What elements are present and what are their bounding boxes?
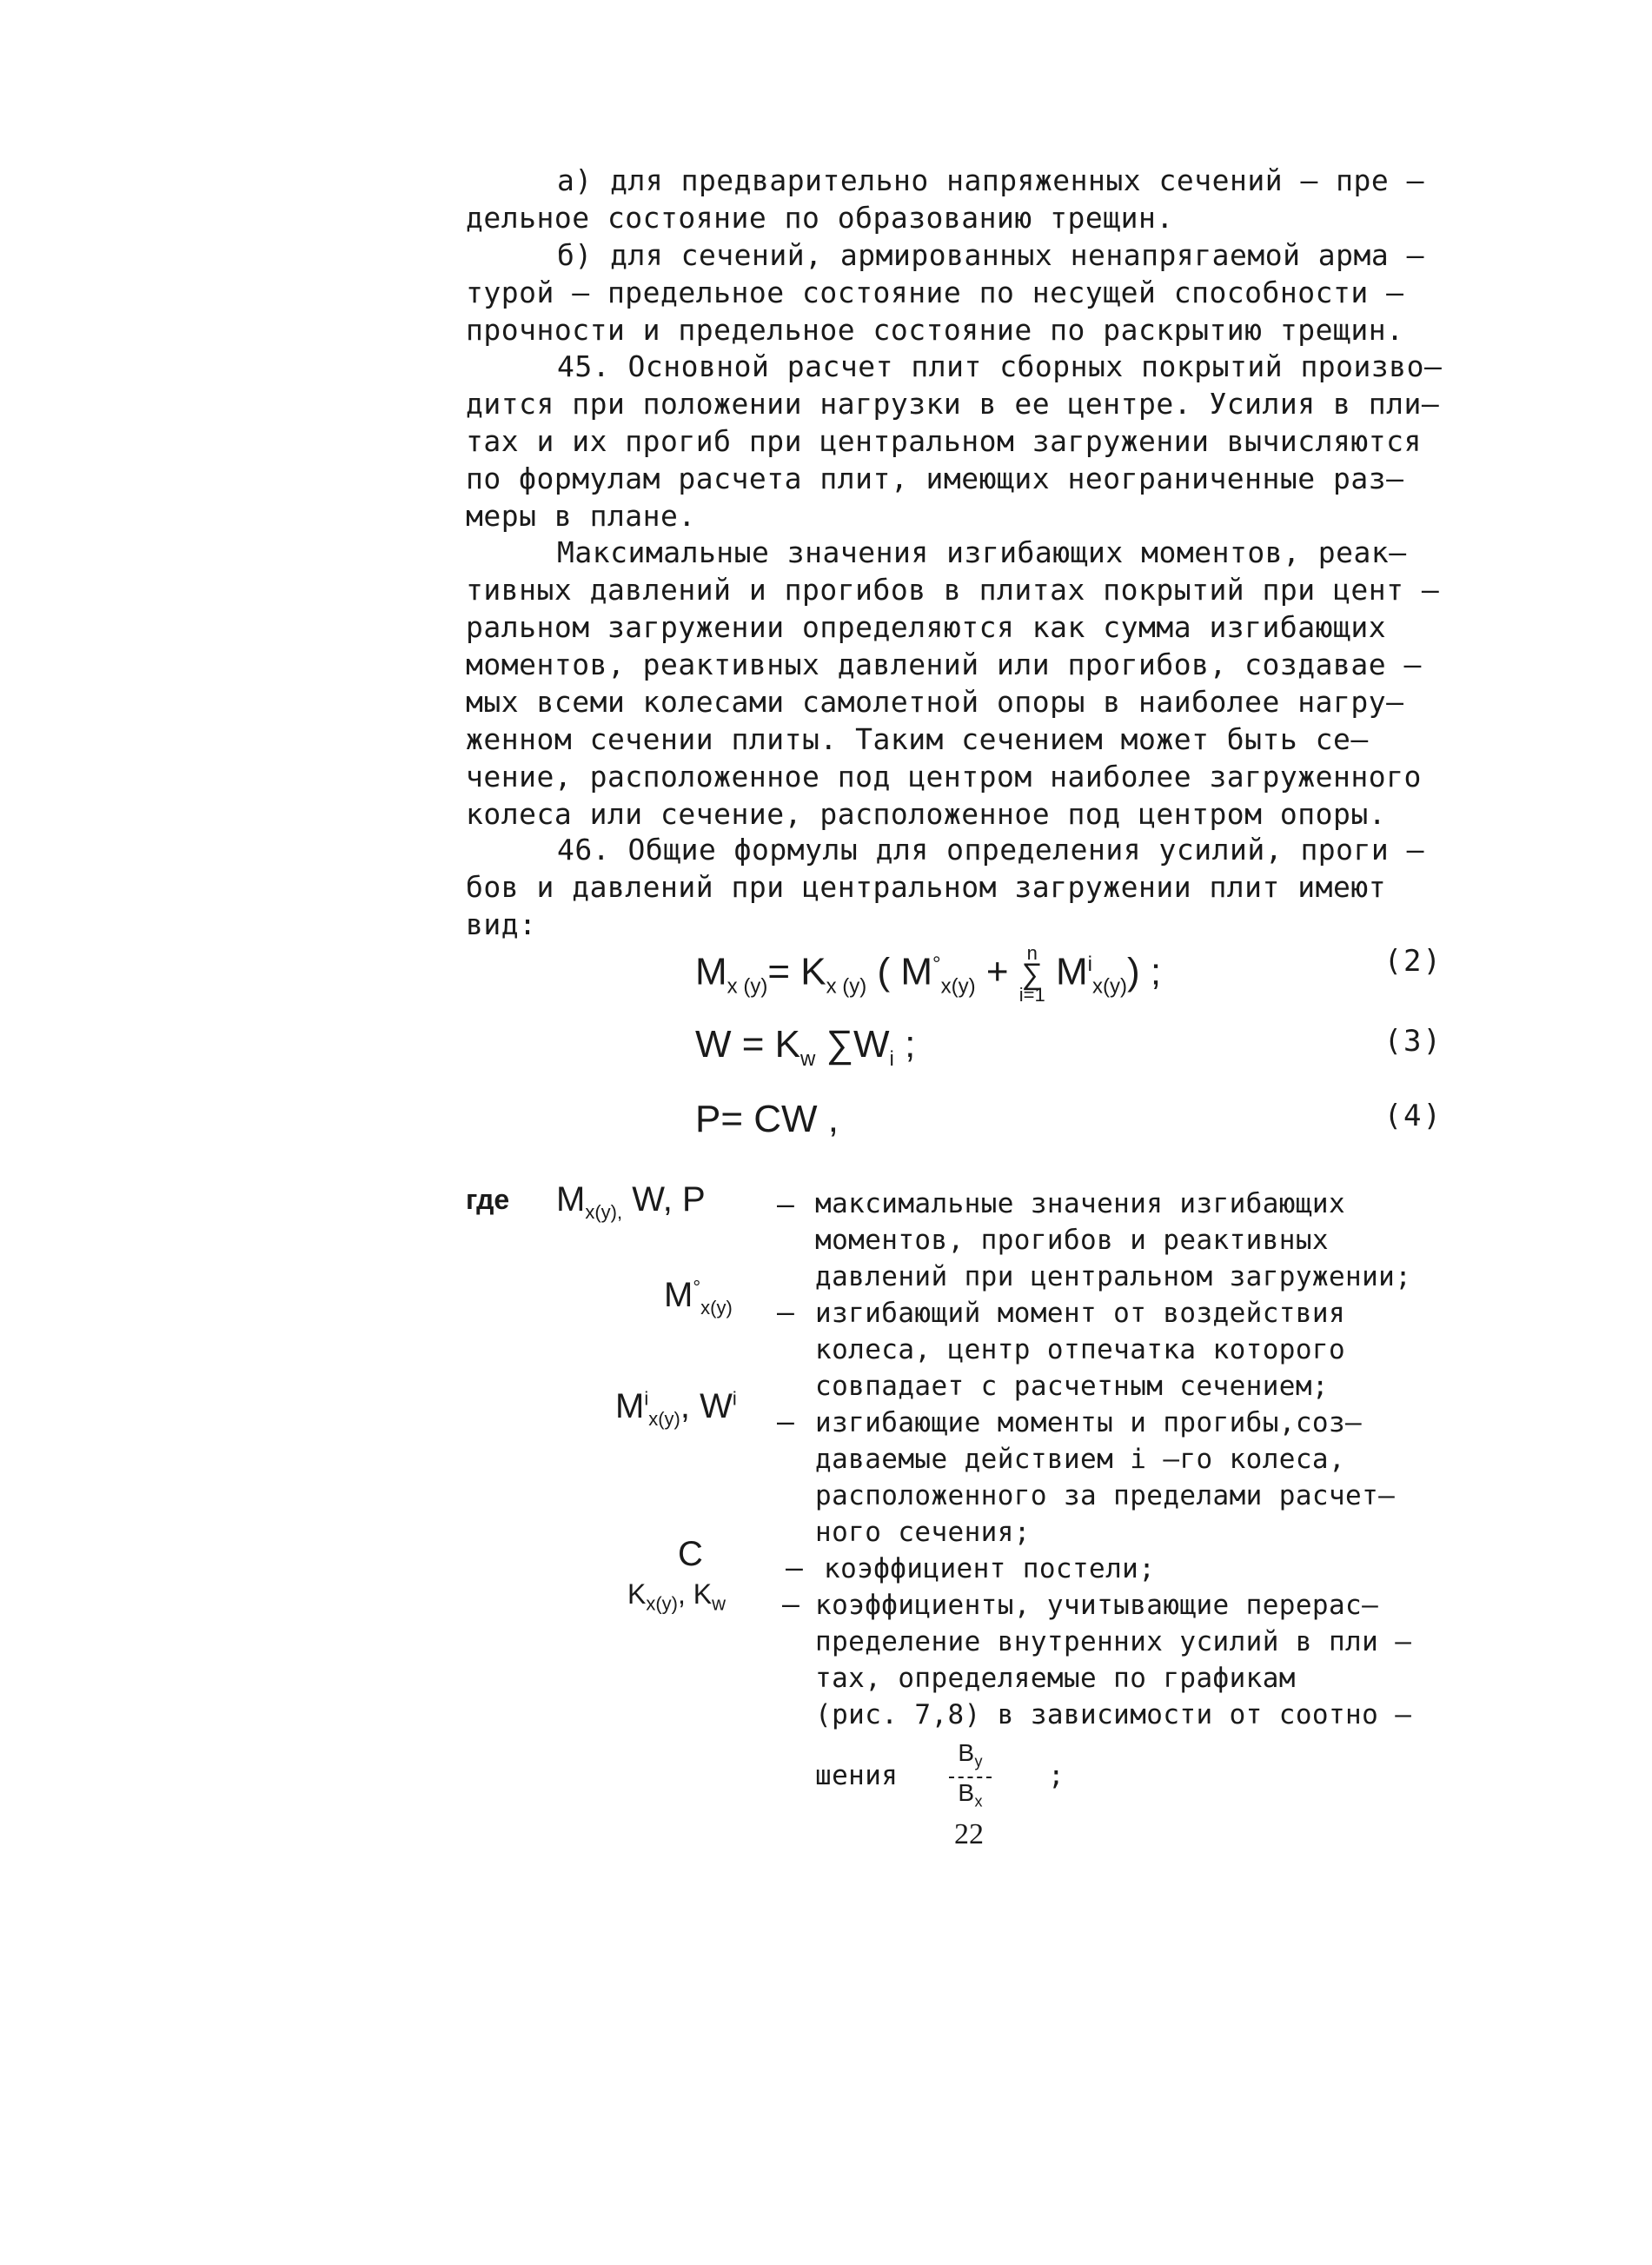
- ratio-by-bx: $\frac{B_y}{B_x}$: [949, 1738, 991, 1816]
- definition-4: [824, 1551, 1155, 1587]
- definition-line: ного сечения;: [815, 1517, 1031, 1548]
- equation-number: (3): [1383, 1024, 1443, 1059]
- text-line: 45. Основной расчет плит сборных покрытий произво–: [557, 349, 1443, 383]
- symbol-m0xy: $M^\circ_{x(y)}$: [664, 1276, 733, 1318]
- text-line: турой – предельное состояние по несущей способности —: [466, 276, 1404, 309]
- symbol-mxy-w-p: $M_{x(y),}$ W, P: [556, 1180, 706, 1223]
- text-line: женном сечении плиты. Таким сечением может быть се–: [466, 722, 1369, 756]
- text-line: дится при положении нагрузки в ее центре. Усилия в пли–: [466, 387, 1440, 421]
- formula-pressure: P= CW ,: [695, 1098, 839, 1140]
- definition-line: (рис. 7,8) в зависимости от соотно –: [815, 1699, 1412, 1730]
- symbol-mixy-wi: $M^i_{x(y)}$, $W^i$: [615, 1387, 737, 1430]
- text-line: дельное состояние по образованию трещин.: [466, 201, 1174, 235]
- text-line: а) для предварительно напряженных сечений – пре –: [557, 163, 1425, 197]
- paragraph-46: [466, 831, 1491, 943]
- definition-3: [815, 1405, 1395, 1551]
- equation-3: [695, 1017, 1443, 1078]
- definition-line: тах, определяемые по графикам: [815, 1663, 1296, 1694]
- definition-2: [815, 1295, 1345, 1405]
- symbol-c: C: [678, 1535, 703, 1573]
- text-line: прочности и предельное состояние по раскрытию трещин.: [466, 313, 1404, 347]
- definition-line: пределение внутренних усилий в пли –: [815, 1626, 1412, 1657]
- ratio-tail: ;: [1047, 1760, 1065, 1792]
- definition-line: моментов, прогибов и реактивных: [815, 1225, 1329, 1256]
- equation-number: (2): [1383, 944, 1443, 979]
- text-line: по формулам расчета плит, имеющих неограниченные раз–: [466, 462, 1404, 495]
- paragraph-a: [466, 162, 1491, 236]
- text-line: вид:: [466, 907, 537, 941]
- page-number: 22: [954, 1818, 984, 1850]
- definition-line-ratio: [815, 1738, 1411, 1816]
- dash: –: [782, 1587, 799, 1621]
- definition-1: [815, 1186, 1411, 1295]
- equation-number: (4): [1383, 1099, 1443, 1133]
- definition-line: изгибающие моменты и прогибы,соз–: [815, 1407, 1363, 1438]
- definition-line: давлений при центральном загружении;: [815, 1261, 1412, 1292]
- definition-5: [815, 1587, 1411, 1816]
- dash: –: [777, 1295, 794, 1329]
- text-line: б) для сечений, армированных ненапрягаемой арма –: [557, 238, 1425, 272]
- symbol-kxy-kw: $K_{x(y)}$, $K_w$: [627, 1578, 726, 1615]
- definition-line: совпадает с расчетным сечением;: [815, 1371, 1329, 1402]
- dash: –: [777, 1405, 794, 1438]
- definition-line: колеса, центр отпечатка которого: [815, 1334, 1346, 1365]
- text-line: ральном загружении определяются как сумма изгибающих: [466, 610, 1387, 644]
- text-line: тах и их прогиб при центральном загружении вычисляются: [466, 424, 1422, 458]
- text-line: мых всеми колесами самолетной опоры в наиболее нагру–: [466, 685, 1404, 719]
- equation-2: [695, 937, 1443, 1006]
- where-label: где: [466, 1184, 510, 1215]
- paragraph-maximum-values: [466, 534, 1491, 833]
- definition-line: коэффициент постели;: [824, 1553, 1156, 1584]
- text-line: моментов, реактивных давлений или прогибов, создавае –: [466, 648, 1422, 681]
- formula-moment: $M_{x (y)}= K_{x (y)}$ ( $M^\circ_{x(y)}$ + n ∑ i=1 $M^i_{x(y)}$) ;: [695, 942, 1162, 1006]
- paragraph-b: [466, 236, 1491, 349]
- text-line: бов и давлений при центральном загружении плит имеют: [466, 870, 1387, 904]
- equation-4: [695, 1092, 1443, 1152]
- text-line: 46. Общие формулы для определения усилий, проги –: [557, 833, 1425, 867]
- text-line: меры в плане.: [466, 499, 696, 533]
- ratio-word: шения: [815, 1760, 899, 1792]
- dash: –: [786, 1551, 803, 1584]
- definition-line: изгибающий момент от воздействия: [815, 1298, 1346, 1329]
- definition-line: коэффициенты, учитывающие перерас–: [815, 1590, 1379, 1621]
- formula-deflection: $W = K_w$ $\sum W_i$ ;: [695, 1023, 916, 1071]
- dash: –: [777, 1187, 794, 1221]
- paragraph-45: [466, 348, 1491, 535]
- definition-line: расположенного за пределами расчет–: [815, 1480, 1396, 1511]
- text-line: Максимальные значения изгибающих моментов, реак–: [557, 535, 1407, 569]
- text-line: колеса или сечение, расположенное под центром опоры.: [466, 797, 1387, 831]
- text-line: тивных давлений и прогибов в плитах покрытий при цент –: [466, 573, 1440, 607]
- definition-line: даваемые действием i –го колеса,: [815, 1444, 1346, 1475]
- text-line: чение, расположенное под центром наиболее загруженного: [466, 760, 1422, 794]
- definition-line: максимальные значения изгибающих: [815, 1188, 1346, 1219]
